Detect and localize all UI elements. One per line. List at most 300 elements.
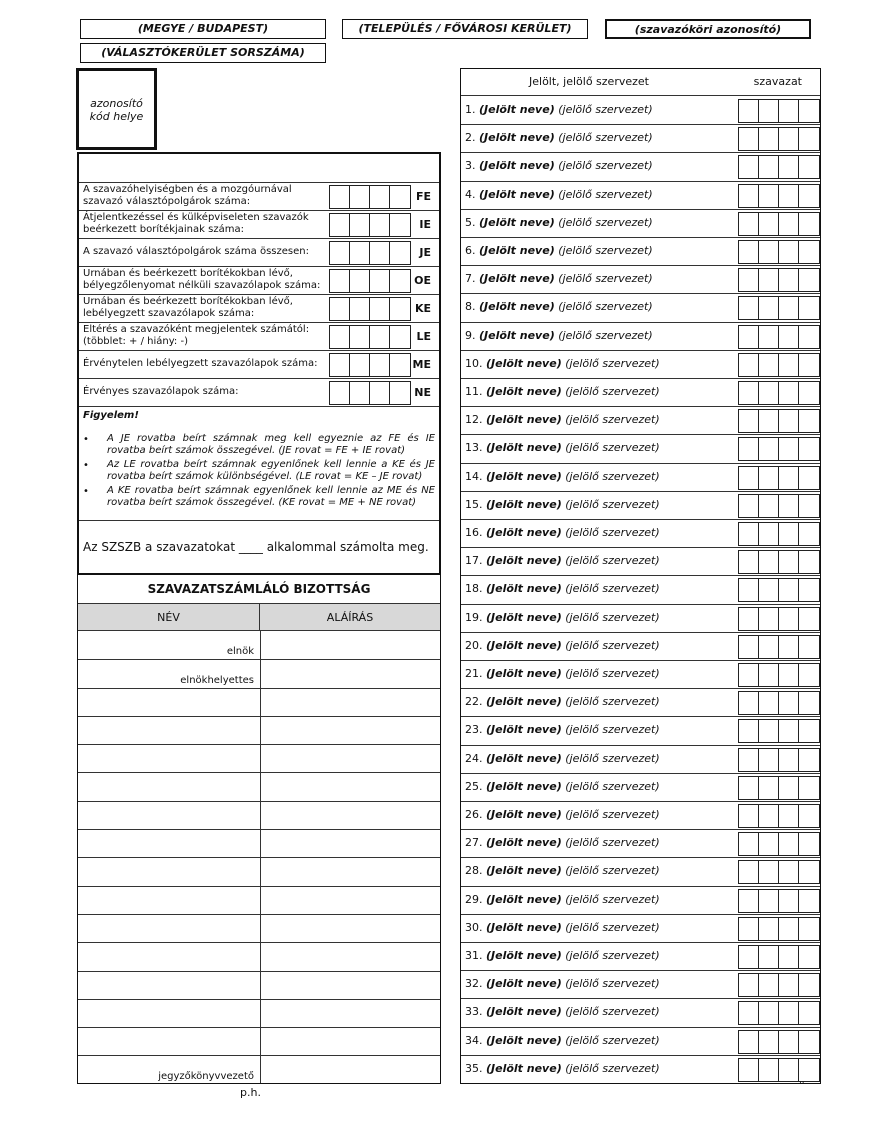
digit-cell[interactable] [799, 185, 819, 207]
digit-cell[interactable] [779, 890, 799, 912]
committee-row[interactable] [78, 886, 440, 915]
committee-row[interactable] [78, 744, 440, 773]
digit-cell[interactable] [759, 156, 779, 178]
digit-cell[interactable] [739, 213, 759, 235]
digit-cell[interactable] [779, 833, 799, 855]
digit-cell[interactable] [779, 156, 799, 178]
digit-cell[interactable] [779, 579, 799, 601]
digit-cell[interactable] [759, 777, 779, 799]
digit-cell[interactable] [799, 241, 819, 263]
digit-cell[interactable] [759, 438, 779, 460]
committee-row[interactable] [78, 716, 440, 745]
digit-cell[interactable] [799, 777, 819, 799]
digit-cell[interactable] [759, 608, 779, 630]
digit-cell[interactable] [779, 241, 799, 263]
candidate-name: (Jelölt neve) [486, 638, 562, 652]
candidate-name: (Jelölt neve) [486, 356, 562, 370]
digit-cell[interactable] [759, 946, 779, 968]
digit-cell[interactable] [759, 749, 779, 771]
digit-cell[interactable] [739, 1002, 759, 1024]
digit-cell[interactable] [759, 410, 779, 432]
digit-cell[interactable] [799, 833, 819, 855]
count-row-oe [79, 266, 439, 295]
digit-cell[interactable] [779, 805, 799, 827]
vote-count-input[interactable] [738, 212, 820, 236]
digit-cell[interactable] [779, 749, 799, 771]
digit-cell[interactable] [350, 326, 370, 348]
candidate-label [465, 357, 660, 370]
candidate-row [461, 688, 820, 717]
vote-count-input[interactable] [738, 550, 820, 574]
candidate-label [465, 695, 660, 708]
vote-count-input[interactable] [738, 945, 820, 969]
digit-cell[interactable] [759, 720, 779, 742]
candidate-row [461, 237, 820, 266]
vote-count-input[interactable] [738, 127, 820, 151]
vote-count-input[interactable] [738, 494, 820, 518]
candidate-org: (jelölő szervezet) [565, 413, 660, 427]
digit-cell[interactable] [739, 1059, 759, 1081]
digit-cell[interactable] [739, 297, 759, 319]
digit-cell[interactable] [370, 242, 390, 264]
candidate-label [465, 131, 653, 144]
count-input-ie[interactable] [329, 213, 411, 237]
digit-cell[interactable] [759, 890, 779, 912]
digit-cell[interactable] [759, 692, 779, 714]
vote-count-input[interactable] [738, 1030, 820, 1054]
candidate-name: (Jelölt neve) [486, 920, 562, 934]
digit-cell[interactable] [759, 523, 779, 545]
digit-cell[interactable] [739, 692, 759, 714]
candidate-org: (jelölő szervezet) [565, 638, 660, 652]
digit-cell[interactable] [799, 579, 819, 601]
digit-cell[interactable] [739, 861, 759, 883]
digit-cell[interactable] [779, 1031, 799, 1053]
digit-cell[interactable] [739, 636, 759, 658]
vote-count-input[interactable] [738, 381, 820, 405]
digit-cell[interactable] [390, 186, 410, 208]
digit-cell[interactable] [759, 579, 779, 601]
digit-cell[interactable] [799, 608, 819, 630]
digit-cell[interactable] [759, 1059, 779, 1081]
vote-count-input[interactable] [738, 889, 820, 913]
count-input-fe[interactable] [329, 185, 411, 209]
vote-count-input[interactable] [738, 1001, 820, 1025]
candidate-name: (Jelölt neve) [486, 413, 562, 427]
digit-cell[interactable] [350, 298, 370, 320]
digit-cell[interactable] [739, 185, 759, 207]
digit-cell[interactable] [759, 861, 779, 883]
digit-cell[interactable] [759, 185, 779, 207]
candidate-row [461, 745, 820, 774]
digit-cell[interactable] [739, 664, 759, 686]
vote-count-input[interactable] [738, 296, 820, 320]
digit-cell[interactable] [739, 974, 759, 996]
digit-cell[interactable] [350, 354, 370, 376]
digit-cell[interactable] [350, 382, 370, 404]
candidate-row [461, 1055, 820, 1083]
count-row-ne [79, 378, 439, 407]
candidate-number: 2. [465, 131, 479, 145]
candidate-name: (Jelölt neve) [486, 695, 562, 709]
digit-cell[interactable] [759, 213, 779, 235]
digit-cell[interactable] [759, 354, 779, 376]
candidate-number: 31. [465, 949, 486, 962]
vote-count-input[interactable] [738, 240, 820, 264]
digit-cell[interactable] [739, 579, 759, 601]
digit-cell[interactable] [350, 186, 370, 208]
digit-cell[interactable] [759, 664, 779, 686]
committee-row[interactable] [78, 631, 440, 660]
committee-row[interactable] [78, 1027, 440, 1056]
count-row-le [79, 322, 439, 351]
vote-count-input[interactable] [738, 99, 820, 123]
committee-row[interactable] [78, 688, 440, 717]
digit-cell[interactable] [739, 946, 759, 968]
vote-count-input[interactable] [738, 973, 820, 997]
digit-cell[interactable] [799, 1002, 819, 1024]
count-input-ke[interactable] [329, 297, 411, 321]
candidate-number: 26. [465, 808, 486, 821]
digit-cell[interactable] [799, 382, 819, 404]
candidate-number: 16. [465, 526, 486, 539]
digit-cell[interactable] [779, 100, 799, 122]
digit-cell[interactable] [799, 1031, 819, 1053]
digit-cell[interactable] [779, 720, 799, 742]
digit-cell[interactable] [779, 269, 799, 291]
vote-count-input[interactable] [738, 325, 820, 349]
candidate-row [461, 575, 820, 604]
digit-cell[interactable] [739, 805, 759, 827]
candidate-label [465, 611, 660, 624]
candidate-number: 23. [465, 723, 486, 737]
digit-cell[interactable] [390, 242, 410, 264]
digit-cell[interactable] [739, 467, 759, 489]
candidate-row [461, 660, 820, 689]
digit-cell[interactable] [739, 523, 759, 545]
vote-count-input[interactable] [738, 353, 820, 377]
digit-cell[interactable] [330, 382, 350, 404]
candidate-label [465, 893, 660, 906]
digit-cell[interactable] [739, 326, 759, 348]
attention-note-3: A KE rovatba beírt számnak egyenlőnek kell lennie az ME és NE rovatba beírt számok összegével. (KE rovat = ME + NE rovat) [107, 485, 435, 508]
committee-row[interactable] [78, 773, 440, 802]
digit-cell[interactable] [799, 128, 819, 150]
candidate-label [465, 1034, 660, 1047]
digit-cell[interactable] [759, 297, 779, 319]
digit-cell[interactable] [779, 1059, 799, 1081]
digit-cell[interactable] [799, 974, 819, 996]
vote-count-input[interactable] [738, 466, 820, 490]
candidate-label [465, 667, 660, 680]
digit-cell[interactable] [739, 354, 759, 376]
candidate-label [465, 554, 660, 567]
digit-cell[interactable] [799, 664, 819, 686]
digit-cell[interactable] [799, 720, 819, 742]
digit-cell[interactable] [759, 1002, 779, 1024]
digit-cell[interactable] [330, 214, 350, 236]
vote-count-input[interactable] [738, 607, 820, 631]
candidate-number: 12. [465, 413, 486, 427]
vote-count-input[interactable] [738, 409, 820, 433]
digit-cell[interactable] [799, 326, 819, 348]
candidate-number: 7. [465, 272, 479, 286]
digit-cell[interactable] [759, 551, 779, 573]
candidate-row [461, 970, 820, 999]
vote-count-input[interactable] [738, 1058, 820, 1082]
committee-row[interactable] [78, 971, 440, 1000]
candidate-name: (Jelölt neve) [486, 892, 562, 906]
digit-cell[interactable] [799, 100, 819, 122]
digit-cell[interactable] [779, 523, 799, 545]
digit-cell[interactable] [799, 1059, 819, 1081]
digit-cell[interactable] [779, 213, 799, 235]
digit-cell[interactable] [799, 156, 819, 178]
digit-cell[interactable] [799, 297, 819, 319]
committee-row[interactable] [78, 857, 440, 886]
candidate-org: (jelölő szervezet) [565, 469, 660, 483]
digit-cell[interactable] [779, 664, 799, 686]
digit-cell[interactable] [739, 100, 759, 122]
digit-cell[interactable] [759, 636, 779, 658]
digit-cell[interactable] [799, 467, 819, 489]
digit-cell[interactable] [739, 269, 759, 291]
digit-cell[interactable] [390, 270, 410, 292]
candidate-name: (Jelölt neve) [479, 159, 555, 173]
digit-cell[interactable] [799, 749, 819, 771]
committee-row[interactable] [78, 942, 440, 971]
digit-cell[interactable] [799, 354, 819, 376]
digit-cell[interactable] [779, 636, 799, 658]
digit-cell[interactable] [739, 833, 759, 855]
vote-count-input[interactable] [738, 748, 820, 772]
digit-cell[interactable] [799, 269, 819, 291]
digit-cell[interactable] [759, 128, 779, 150]
digit-cell[interactable] [739, 918, 759, 940]
digit-cell[interactable] [759, 1031, 779, 1053]
candidate-row [461, 716, 820, 745]
count-input-oe[interactable] [329, 269, 411, 293]
vote-count-input[interactable] [738, 860, 820, 884]
candidate-row [461, 378, 820, 407]
digit-cell[interactable] [759, 974, 779, 996]
digit-cell[interactable] [759, 100, 779, 122]
digit-cell[interactable] [370, 270, 390, 292]
digit-cell[interactable] [759, 269, 779, 291]
digit-cell[interactable] [739, 720, 759, 742]
committee-row[interactable] [78, 999, 440, 1028]
candidate-label [465, 582, 660, 595]
digit-cell[interactable] [739, 551, 759, 573]
vote-count-input[interactable] [738, 184, 820, 208]
digit-cell[interactable] [779, 382, 799, 404]
digit-cell[interactable] [779, 551, 799, 573]
candidate-org: (jelölő szervezet) [565, 356, 660, 370]
digit-cell[interactable] [799, 692, 819, 714]
digit-cell[interactable] [779, 128, 799, 150]
digit-cell[interactable] [779, 297, 799, 319]
candidate-org: (jelölő szervezet) [565, 751, 660, 765]
digit-cell[interactable] [799, 918, 819, 940]
digit-cell[interactable] [390, 354, 410, 376]
vote-count-input[interactable] [738, 663, 820, 687]
committee-row[interactable] [78, 801, 440, 830]
digit-cell[interactable] [370, 214, 390, 236]
committee-row[interactable] [78, 914, 440, 943]
digit-cell[interactable] [799, 890, 819, 912]
digit-cell[interactable] [779, 410, 799, 432]
vote-count-input[interactable] [738, 832, 820, 856]
digit-cell[interactable] [799, 805, 819, 827]
digit-cell[interactable] [370, 354, 390, 376]
candidate-name: (Jelölt neve) [479, 244, 555, 257]
count-input-je[interactable] [329, 241, 411, 265]
vote-count-input[interactable] [738, 691, 820, 715]
digit-cell[interactable] [759, 805, 779, 827]
candidate-org: (jelölő szervezet) [565, 385, 660, 398]
vote-count-input[interactable] [738, 635, 820, 659]
digit-cell[interactable] [390, 382, 410, 404]
candidate-row [461, 998, 820, 1027]
digit-cell[interactable] [350, 214, 370, 236]
digit-cell[interactable] [350, 270, 370, 292]
digit-cell[interactable] [390, 326, 410, 348]
digit-cell[interactable] [370, 326, 390, 348]
vote-count-input[interactable] [738, 719, 820, 743]
digit-cell[interactable] [779, 918, 799, 940]
digit-cell[interactable] [759, 467, 779, 489]
digit-cell[interactable] [739, 608, 759, 630]
digit-cell[interactable] [779, 326, 799, 348]
candidate-number: 32. [465, 977, 486, 991]
count-code: FE [415, 190, 431, 203]
vote-count-input[interactable] [738, 437, 820, 461]
digit-cell[interactable] [779, 467, 799, 489]
digit-cell[interactable] [759, 833, 779, 855]
vote-count-input[interactable] [738, 578, 820, 602]
digit-cell[interactable] [799, 551, 819, 573]
committee-table [77, 575, 441, 1084]
digit-cell[interactable] [739, 156, 759, 178]
count-code: ME [412, 358, 431, 371]
digit-cell[interactable] [330, 326, 350, 348]
vote-count-input[interactable] [738, 917, 820, 941]
count-sentence: Az SZSZB a szavazatokat ____ alkalommal számolta meg. [83, 540, 429, 554]
digit-cell[interactable] [779, 692, 799, 714]
digit-cell[interactable] [779, 354, 799, 376]
settlement-header-box: (TELEPÜLÉS / FŐVÁROSI KERÜLET) [342, 19, 588, 39]
candidate-name: (Jelölt neve) [486, 582, 562, 596]
digit-cell[interactable] [739, 382, 759, 404]
candidate-row [461, 829, 820, 858]
candidate-org: (jelölő szervezet) [558, 215, 653, 229]
digit-cell[interactable] [759, 918, 779, 940]
digit-cell[interactable] [390, 298, 410, 320]
candidate-name: (Jelölt neve) [486, 469, 562, 483]
digit-cell[interactable] [330, 242, 350, 264]
digit-cell[interactable] [779, 861, 799, 883]
digit-cell[interactable] [330, 354, 350, 376]
count-input-me[interactable] [329, 353, 411, 377]
attention-title: Figyelem! [83, 410, 139, 421]
digit-cell[interactable] [739, 241, 759, 263]
digit-cell[interactable] [739, 438, 759, 460]
digit-cell[interactable] [799, 438, 819, 460]
candidate-header-left: Jelölt, jelölő szervezet [529, 75, 649, 88]
digit-cell[interactable] [330, 186, 350, 208]
digit-cell[interactable] [799, 861, 819, 883]
digit-cell[interactable] [390, 214, 410, 236]
vote-count-input[interactable] [738, 522, 820, 546]
digit-cell[interactable] [759, 382, 779, 404]
digit-cell[interactable] [799, 523, 819, 545]
digit-cell[interactable] [759, 241, 779, 263]
digit-cell[interactable] [779, 185, 799, 207]
candidate-label [465, 836, 660, 849]
digit-cell[interactable] [779, 1002, 799, 1024]
digit-cell[interactable] [350, 242, 370, 264]
digit-cell[interactable] [739, 777, 759, 799]
count-input-le[interactable] [329, 325, 411, 349]
candidate-org: (jelölő szervezet) [565, 1061, 660, 1075]
candidate-org: (jelölő szervezet) [565, 526, 660, 539]
digit-cell[interactable] [759, 326, 779, 348]
digit-cell[interactable] [370, 186, 390, 208]
digit-cell[interactable] [739, 890, 759, 912]
digit-cell[interactable] [370, 382, 390, 404]
digit-cell[interactable] [799, 946, 819, 968]
candidate-org: (jelölő szervezet) [565, 1005, 660, 1019]
committee-role: elnökhelyettes [180, 674, 254, 686]
digit-cell[interactable] [330, 270, 350, 292]
digit-cell[interactable] [330, 298, 350, 320]
digit-cell[interactable] [739, 410, 759, 432]
candidate-number: 33. [465, 1005, 486, 1019]
digit-cell[interactable] [779, 495, 799, 517]
committee-row[interactable] [78, 1056, 440, 1084]
candidate-name: (Jelölt neve) [486, 751, 562, 765]
candidate-row [461, 96, 820, 125]
digit-cell[interactable] [799, 213, 819, 235]
digit-cell[interactable] [759, 495, 779, 517]
candidate-name: (Jelölt neve) [479, 131, 555, 145]
committee-row[interactable] [78, 659, 440, 688]
digit-cell[interactable] [799, 410, 819, 432]
vote-count-input[interactable] [738, 776, 820, 800]
digit-cell[interactable] [370, 298, 390, 320]
digit-cell[interactable] [779, 608, 799, 630]
count-row-label: A szavazóhelyiségben és a mozgóurnával szavazó választópolgárok száma: [83, 184, 292, 207]
digit-cell[interactable] [779, 777, 799, 799]
digit-cell[interactable] [799, 636, 819, 658]
digit-cell[interactable] [739, 128, 759, 150]
digit-cell[interactable] [779, 974, 799, 996]
digit-cell[interactable] [799, 495, 819, 517]
digit-cell[interactable] [739, 1031, 759, 1053]
vote-count-input[interactable] [738, 155, 820, 179]
candidate-row [461, 463, 820, 492]
candidate-org: (jelölő szervezet) [565, 1033, 660, 1047]
digit-cell[interactable] [739, 495, 759, 517]
vote-count-input[interactable] [738, 804, 820, 828]
digit-cell[interactable] [779, 946, 799, 968]
vote-count-input[interactable] [738, 268, 820, 292]
digit-cell[interactable] [739, 749, 759, 771]
digit-cell[interactable] [779, 438, 799, 460]
candidate-name: (Jelölt neve) [479, 103, 555, 116]
committee-row[interactable] [78, 829, 440, 858]
count-input-ne[interactable] [329, 381, 411, 405]
